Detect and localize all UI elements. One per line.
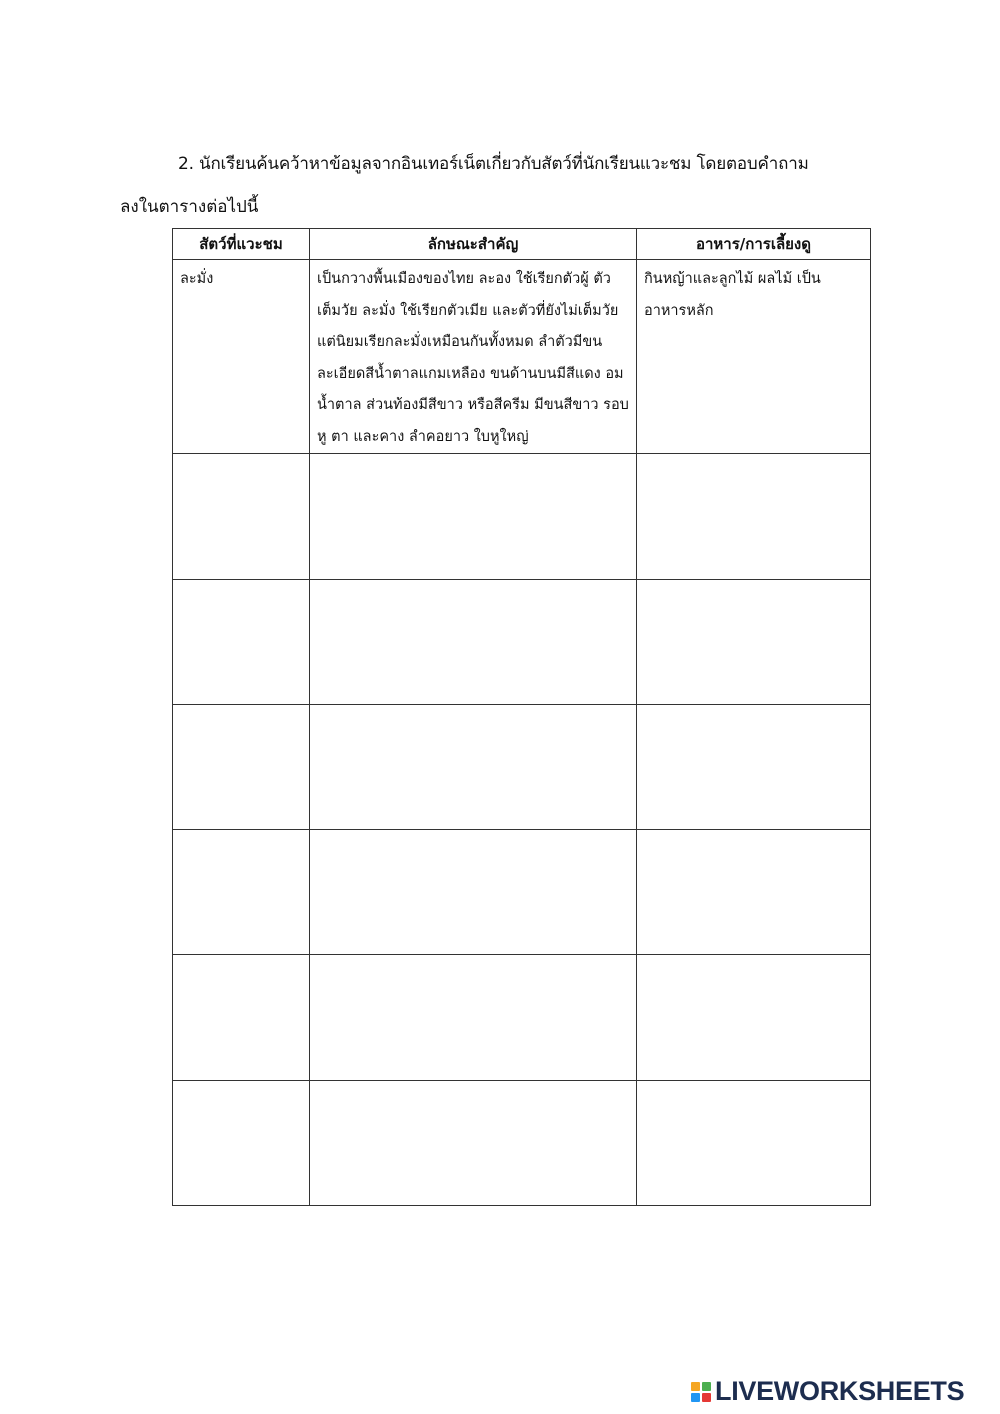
answer-animal-cell[interactable] xyxy=(173,1080,310,1205)
logo-square-3 xyxy=(691,1393,700,1402)
table-header-row xyxy=(173,229,871,260)
answer-traits-cell[interactable] xyxy=(310,454,637,579)
answer-food-cell[interactable] xyxy=(637,1080,871,1205)
answer-animal-cell[interactable] xyxy=(173,955,310,1080)
table-row xyxy=(173,454,871,579)
sample-traits: เป็นกวางพื้นเมืองของไทย ละอง ใช้เรียกตัวผู้ ตัวเต็มวัย ละมั่ง ใช้เรียกตัวเมีย และตัวที่ยังไม่เต็มวัย แต่นิยมเรียกละมั่งเหมือนกันทั้งหมด ลำตัวมีขน ละเอียดสีน้ำตาลแกมเหลือง ขนด้านบนมีสีแดง อมน้ำตาล ส่วนท้องมีสีขาว หรือสีครีม มีขนสีขาว รอบหู ตา และคาง ลำคอยาว ใบหูใหญ่ xyxy=(317,271,629,445)
sample-food: กินหญ้าและลูกไม้ ผลไม้ เป็นอาหารหลัก xyxy=(644,271,821,319)
table-row xyxy=(173,579,871,704)
cell-animal xyxy=(173,260,310,454)
answer-traits-cell[interactable] xyxy=(310,704,637,829)
answer-food-cell[interactable] xyxy=(637,579,871,704)
answer-food-cell[interactable] xyxy=(637,955,871,1080)
cell-traits xyxy=(310,260,637,454)
answer-animal-cell[interactable] xyxy=(173,579,310,704)
liveworksheets-logo xyxy=(691,1376,964,1407)
instruction-line-2: ลงในตารางต่อไปนี้ xyxy=(120,197,259,217)
table-row xyxy=(173,955,871,1080)
answer-traits-cell[interactable] xyxy=(310,830,637,955)
worksheet-table xyxy=(172,228,871,1206)
answer-food-cell[interactable] xyxy=(637,704,871,829)
answer-food-cell[interactable] xyxy=(637,454,871,579)
table-row-sample xyxy=(173,260,871,454)
header-food: อาหาร/การเลี้ยงดู xyxy=(637,229,871,260)
table-row xyxy=(173,1080,871,1205)
answer-traits-cell[interactable] xyxy=(310,955,637,1080)
logo-text: LIVEWORKSHEETS xyxy=(715,1376,965,1406)
sample-animal: ละมั่ง xyxy=(180,271,214,287)
logo-square-4 xyxy=(702,1393,711,1402)
answer-animal-cell[interactable] xyxy=(173,704,310,829)
table-row xyxy=(173,830,871,955)
answer-traits-cell[interactable] xyxy=(310,579,637,704)
answer-traits-cell[interactable] xyxy=(310,1080,637,1205)
answer-animal-cell[interactable] xyxy=(173,454,310,579)
instruction-line-1: 2. นักเรียนค้นคว้าหาข้อมูลจากอินเทอร์เน็ตเกี่ยวกับสัตว์ที่นักเรียนแวะชม โดยตอบคำถาม xyxy=(178,154,809,174)
logo-square-1 xyxy=(691,1382,700,1391)
answer-food-cell[interactable] xyxy=(637,830,871,955)
table-row xyxy=(173,704,871,829)
header-animal: สัตว์ที่แวะชม xyxy=(173,229,310,260)
answer-animal-cell[interactable] xyxy=(173,830,310,955)
header-traits: ลักษณะสำคัญ xyxy=(310,229,637,260)
logo-square-2 xyxy=(702,1382,711,1391)
cell-food xyxy=(637,260,871,454)
logo-icon xyxy=(691,1382,711,1402)
